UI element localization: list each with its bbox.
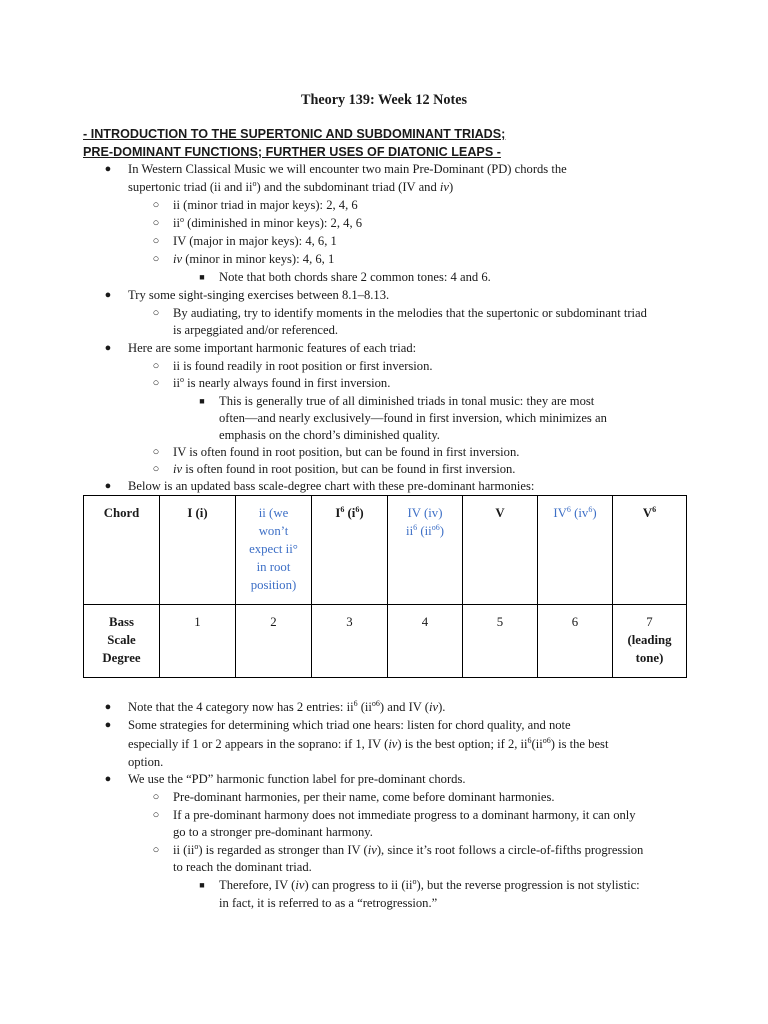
list-item: Try some sight-singing exercises between 8.1–8.13.: [128, 288, 390, 302]
circle-marker: ○: [152, 307, 160, 319]
circle-marker: ○: [152, 253, 160, 265]
table-cell: 4: [388, 605, 463, 678]
table-row: [84, 605, 687, 678]
bass-scale-degree-table: [83, 495, 687, 678]
table-cell: V: [463, 496, 538, 605]
square-marker: ■: [199, 880, 205, 890]
table-header-cell: Chord: [84, 496, 160, 605]
list-item: In Western Classical Music we will encounter two main Pre-Dominant (PD) chords the: [128, 162, 567, 176]
list-item: Note that both chords share 2 common tones: 4 and 6.: [219, 270, 491, 284]
list-item: Therefore, IV (iv) can progress to ii $(ii^o)$, but the reverse progression is not stylistic:: [219, 877, 640, 892]
table-cell: IV (iv) $ii^6$ $(ii^{o6})$: [388, 496, 463, 605]
list-item: If a pre-dominant harmony does not immediate progress to a dominant harmony, it can only: [173, 808, 636, 822]
bullet-marker: ●: [104, 701, 112, 713]
square-marker: ■: [199, 396, 205, 406]
circle-marker: ○: [152, 360, 160, 372]
list-item: By audiating, try to identify moments in the melodies that the supertonic or subdominant triad: [173, 306, 647, 320]
bullet-marker: ●: [104, 289, 112, 301]
list-item: go to a stronger pre-dominant harmony.: [173, 825, 373, 839]
circle-marker: ○: [152, 217, 160, 229]
list-item: often—and nearly exclusively—found in first inversion, which minimizes an: [219, 411, 607, 425]
bullet-marker: ●: [104, 480, 112, 492]
section-heading-line-1: - INTRODUCTION TO THE SUPERTONIC AND SUBDOMINANT TRIADS;: [83, 127, 506, 141]
list-item: IV is often found in root position, but can be found in first inversion.: [173, 445, 520, 459]
list-item: iv (minor in minor keys): 4, 6, 1: [173, 252, 335, 266]
table-cell: 7 (leading tone): [613, 605, 687, 678]
table-cell: ii (we won’t expect ii° in root position): [236, 496, 312, 605]
circle-marker: ○: [152, 463, 160, 475]
circle-marker: ○: [152, 199, 160, 211]
list-item: ii is found readily in root position or first inversion.: [173, 359, 433, 373]
page-title: Theory 139: Week 12 Notes: [300, 92, 468, 108]
list-item: emphasis on the chord’s diminished quality.: [219, 428, 440, 442]
list-item: Below is an updated bass scale-degree chart with these pre-dominant harmonies:: [128, 479, 535, 493]
bullet-marker: ●: [104, 719, 112, 731]
table-cell: 2: [236, 605, 312, 678]
table-cell: $IV^6$ $(iv^6)$: [538, 496, 613, 605]
table-cell: $I^6$ $(i^6)$: [312, 496, 388, 605]
table-cell: I (i): [160, 496, 236, 605]
list-item: Some strategies for determining which triad one hears: listen for chord quality, and note: [128, 718, 571, 732]
list-item: is arpeggiated and/or referenced.: [173, 323, 339, 337]
list-item: ii (minor triad in major keys): 2, 4, 6: [173, 198, 358, 212]
list-item: Pre-dominant harmonies, per their name, come before dominant harmonies.: [173, 790, 555, 804]
table-header-cell: Bass Scale Degree: [84, 605, 160, 678]
list-item: option.: [128, 755, 164, 769]
table-cell: 1: [160, 605, 236, 678]
list-item: in fact, it is referred to as a “retrogression.”: [219, 896, 438, 910]
list-item: supertonic triad (ii and $ii^o$) and the subdominant triad (IV and iv): [128, 179, 454, 194]
circle-marker: ○: [152, 377, 160, 389]
list-item: especially if 1 or 2 appears in the soprano: if 1, IV (iv) is the best option; if 2, $ii^6(ii^{o6})$ is the best: [128, 736, 609, 751]
square-marker: ■: [199, 272, 205, 282]
bullet-marker: ●: [104, 163, 112, 175]
list-item: Note that the 4 category now has 2 entries: $ii^6$ $(ii^{o6})$ and IV (iv).: [128, 699, 446, 714]
table-cell: 3: [312, 605, 388, 678]
circle-marker: ○: [152, 809, 160, 821]
list-item: This is generally true of all diminished triads in tonal music: they are most: [219, 394, 595, 408]
table-cell: $V^6$: [613, 496, 687, 605]
circle-marker: ○: [152, 235, 160, 247]
section-heading-line-2: PRE-DOMINANT FUNCTIONS; FURTHER USES OF DIATONIC LEAPS -: [83, 145, 501, 159]
list-item: IV (major in major keys): 4, 6, 1: [173, 234, 337, 248]
circle-marker: ○: [152, 791, 160, 803]
circle-marker: ○: [152, 446, 160, 458]
table-row: [84, 496, 687, 605]
bullet-marker: ●: [104, 342, 112, 354]
list-item: ii $(ii^o)$ is regarded as stronger than IV (iv), since it’s root follows a circle-of-fifths progression: [173, 842, 644, 857]
list-item: Here are some important harmonic features of each triad:: [128, 341, 417, 355]
list-item: $ii^o$ is nearly always found in first inversion.: [173, 375, 391, 390]
list-item: iv is often found in root position, but can be found in first inversion.: [173, 462, 516, 476]
list-item: to reach the dominant triad.: [173, 860, 312, 874]
list-item: $ii^o$ (diminished in minor keys): 2, 4, 6: [173, 215, 363, 230]
circle-marker: ○: [152, 844, 160, 856]
table-cell: 5: [463, 605, 538, 678]
bullet-marker: ●: [104, 773, 112, 785]
list-item: We use the “PD” harmonic function label for pre-dominant chords.: [128, 772, 466, 786]
table-cell: 6: [538, 605, 613, 678]
